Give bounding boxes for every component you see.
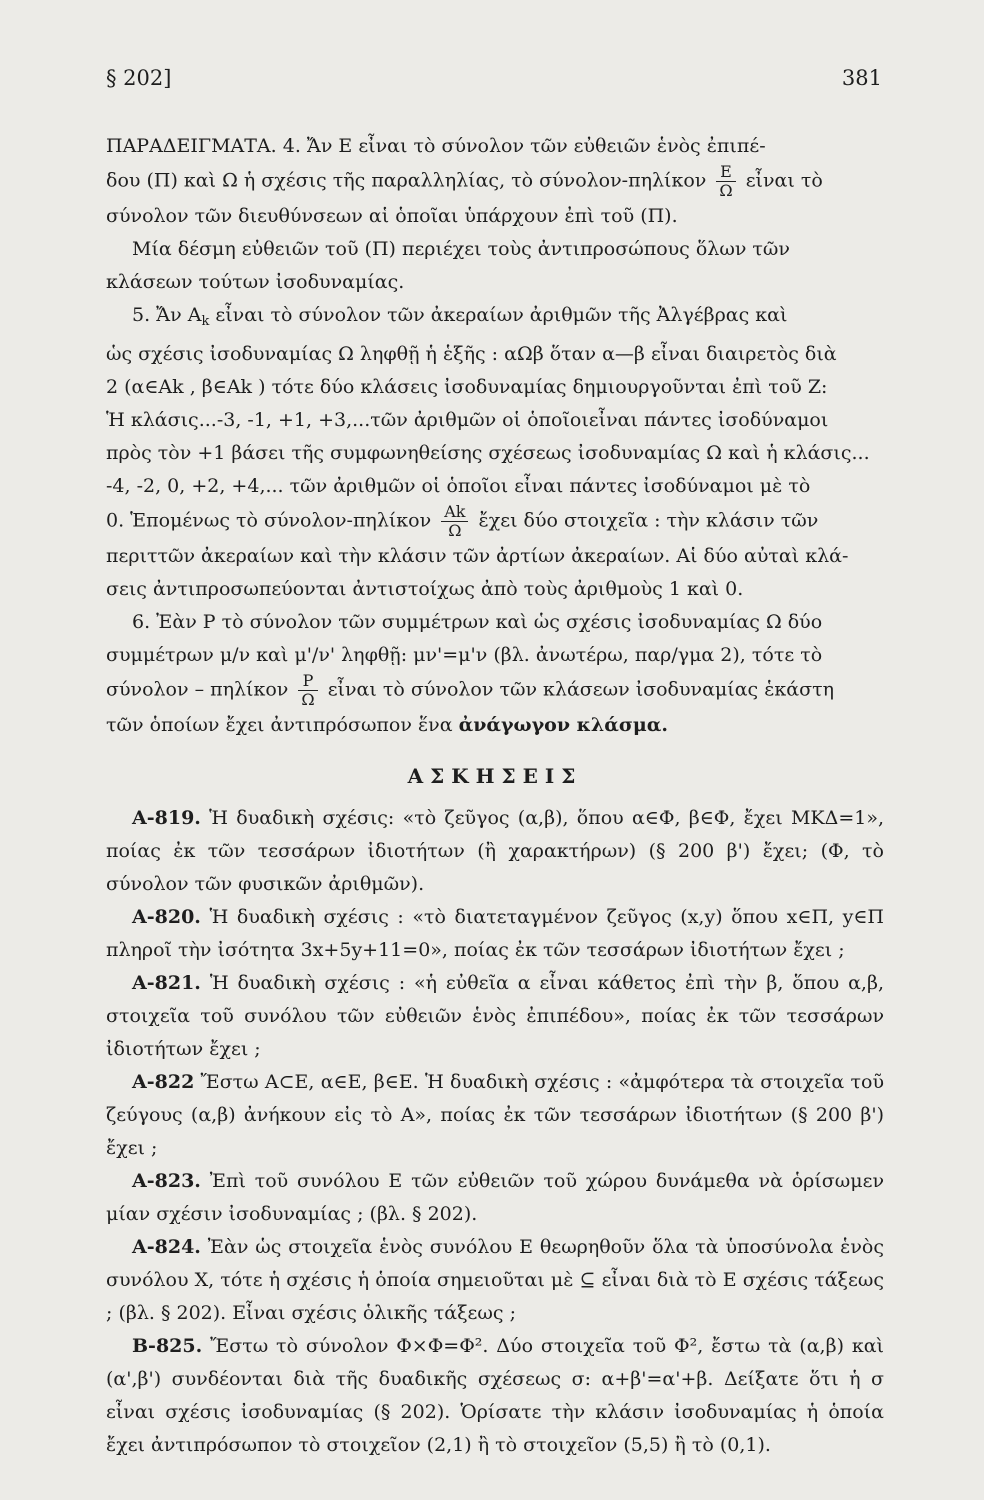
- fraction-e-over-omega: [716, 163, 735, 200]
- emphasized-term: ἀνάγωγον κλάσμα.: [458, 714, 668, 736]
- fraction-numerator: Αk: [441, 503, 468, 522]
- example-4-line: κλάσεων τούτων ἰσοδυναμίας.: [106, 271, 405, 293]
- exercise-item: [106, 901, 884, 967]
- example-6-text: σύνολον – πηλίκον: [106, 678, 289, 701]
- exercise-item: [106, 802, 884, 901]
- fraction-numerator: Ρ: [298, 672, 317, 691]
- section-reference: § 202]: [106, 66, 172, 90]
- exercises-heading: ΑΣΚΗΣΕΙΣ: [407, 764, 583, 788]
- example-4-line: Μία δέσμη εὐθειῶν τοῦ (Π) περιέχει τοὺς ἀντιπροσώπους ὅλων τῶν: [132, 238, 790, 260]
- fraction-denominator: Ω: [448, 521, 462, 540]
- exercise-id: Α-819.: [132, 807, 201, 829]
- example-5: [106, 299, 884, 606]
- exercise-item: [106, 1231, 884, 1330]
- example-5-line: -4, -2, 0, +2, +4,... τῶν ἀριθμῶν οἱ ὁποῖοι εἶναι πάντες ἰσοδύναμοι μὲ τὸ: [106, 475, 811, 497]
- exercise-item: [106, 967, 884, 1066]
- exercise-text: Ἡ δυαδικὴ σχέσις : «τὸ διατεταγμένον ζεῦγος (x,y) ὅπου x∈Π, y∈Π πληροῖ τὴν ἰσότητα 3x+5y+11=0», ποίας ἐκ τῶν τεσσάρων ἰδιοτήτων ἔχει ;: [106, 906, 884, 961]
- example-5-line: Ἡ κλάσις...-3, -1, +1, +3,...τῶν ἀριθμῶν οἱ ὁποῖοιεἶναι πάντες ἰσοδύναμοι: [106, 409, 829, 431]
- example-6-text: τῶν ὁποίων ἔχει ἀντιπρόσωπον ἕνα: [106, 714, 453, 736]
- page-number: 381: [841, 66, 882, 90]
- example-6-line: 6. Ἐὰν Ρ τὸ σύνολον τῶν συμμέτρων καὶ ὡς σχέσις ἰσοδυναμίας Ω δύο: [132, 611, 823, 633]
- example-6-text: εἶναι τὸ σύνολον τῶν κλάσεων ἰσοδυναμίας ἑκάστη: [327, 678, 834, 701]
- example-4-line: σύνολον τῶν διευθύνσεων αἱ ὁποῖαι ὑπάρχουν ἐπὶ τοῦ (Π).: [106, 205, 678, 227]
- exercise-text: Ἔστω τὸ σύνολον Φ×Φ=Φ². Δύο στοιχεῖα τοῦ Φ², ἔστω τὰ (α,β) καὶ (α',β') συνδέονται διὰ τῆς δυαδικῆς σχέσεως σ: α+β'=α'+β. Δείξατε ὅτι ἡ σ εἶναι σχέσις ἰσοδυναμίας (§ 202). Ὁρίσατε τὴν κλάσιν ἰσοδυναμίας ἡ ὁποία ἔχει ἀντιπρόσωπον τὸ στοιχεῖον (2,1) ἢ τὸ στοιχεῖον (5,5) ἢ τὸ (0,1).: [106, 1335, 884, 1456]
- exercise-text: Ἡ δυαδικὴ σχέσις : «ἡ εὐθεῖα α εἶναι κάθετος ἐπὶ τὴν β, ὅπου α,β, στοιχεῖα τοῦ συνόλου τῶν εὐθειῶν ἑνὸς ἐπιπέδου», ποίας ἐκ τῶν τεσσάρων ἰδιοτήτων ἔχει ;: [106, 972, 884, 1060]
- example-4-text: δου (Π) καὶ Ω ἡ σχέσις τῆς παραλληλίας, τὸ σύνολον-πηλίκον: [106, 169, 707, 192]
- example-5-line: ὡς σχέσις ἰσοδυναμίας Ω ληφθῇ ἡ ἑξῆς : αΩβ ὅταν α—β εἶναι διαιρετὸς διὰ: [106, 343, 837, 365]
- exercise-id: Α-823.: [132, 1170, 201, 1192]
- exercise-id: Α-822: [132, 1071, 195, 1093]
- fraction-denominator: Ω: [719, 181, 733, 200]
- example-5-text: εἶναι τὸ σύνολον τῶν ἀκεραίων ἀριθμῶν τῆς Ἀλγέβρας καὶ: [215, 304, 788, 326]
- example-6-line: συμμέτρων μ/ν καὶ μ'/ν' ληφθῇ: μν'=μ'ν (βλ. ἀνωτέρω, παρ/γμα 2), τότε τὸ: [106, 644, 823, 666]
- exercise-item: [106, 1066, 884, 1165]
- subscript-k: k: [201, 314, 210, 329]
- exercise-id: Α-821.: [132, 972, 201, 994]
- example-6-line: [106, 709, 884, 742]
- example-4-line: ΠΑΡΑΔΕΙΓΜΑΤΑ. 4. Ἄν Ε εἶναι τὸ σύνολον τῶν εὐθειῶν ἑνὸς ἐπιπέ-: [106, 135, 766, 157]
- page-header: [106, 66, 884, 106]
- fraction-ak-over-omega: [441, 503, 468, 540]
- example-5-text: 0. Ἑπομένως τὸ σύνολον-πηλίκον: [106, 509, 432, 532]
- example-6-line: [106, 672, 884, 709]
- example-4-text: εἶναι τὸ: [745, 169, 823, 192]
- exercise-text: Ἐπὶ τοῦ συνόλου Ε τῶν εὐθειῶν τοῦ χώρου δυνάμεθα νὰ ὁρίσωμεν μίαν σχέσιν ἰσοδυναμίας ; (βλ. § 202).: [106, 1170, 884, 1225]
- example-5-line: περιττῶν ἀκεραίων καὶ τὴν κλάσιν τῶν ἀρτίων ἀκεραίων. Αἱ δύο αὐταὶ κλά-: [106, 545, 849, 567]
- example-5-text: 5. Ἄν Α: [132, 304, 202, 326]
- example-5-line: σεις ἀντιπροσωπεύονται ἀντιστοίχως ἀπὸ τοὺς ἀριθμοὺς 1 καὶ 0.: [106, 578, 744, 600]
- exercise-text: Ἡ δυαδικὴ σχέσις: «τὸ ζεῦγος (α,β), ὅπου α∈Φ, β∈Φ, ἔχει ΜΚΔ=1», ποίας ἐκ τῶν τεσσάρων ἰδιοτήτων (ἢ χαρακτήρων) (§ 200 β') ἔχει; (Φ, τὸ σύνολον τῶν φυσικῶν ἀριθμῶν).: [106, 807, 884, 895]
- example-4-line: [106, 163, 884, 200]
- exercise-id: Α-824.: [132, 1236, 201, 1258]
- example-5-line: [106, 503, 884, 540]
- example-5-line: [106, 299, 884, 338]
- fraction-p-over-omega: [298, 672, 317, 709]
- example-5-line: 2 (α∈Αk , β∈Αk ) τότε δύο κλάσεις ἰσοδυναμίας δημιουργοῦνται ἐπὶ τοῦ Ζ:: [106, 376, 828, 398]
- example-5-text: ἔχει δύο στοιχεῖα : τὴν κλάσιν τῶν: [478, 509, 819, 532]
- exercise-text: Ἔστω Α⊂Ε, α∈Ε, β∈Ε. Ἡ δυαδικὴ σχέσις : «ἀμφότερα τὰ στοιχεῖα τοῦ ζεύγους (α,β) ἀνήκουν εἰς τὸ Α», ποίας ἐκ τῶν τεσσάρων ἰδιοτήτων (§ 200 β') ἔχει ;: [106, 1071, 884, 1159]
- example-5-line: πρὸς τὸν +1 βάσει τῆς συμφωνηθείσης σχέσεως ἰσοδυναμίας Ω καὶ ἡ κλάσις...: [106, 442, 870, 464]
- exercise-id: Α-820.: [132, 906, 201, 928]
- example-4: [106, 130, 884, 299]
- exercise-text: Ἐὰν ὡς στοιχεῖα ἑνὸς συνόλου Ε θεωρηθοῦν ὅλα τὰ ὑποσύνολα ἑνὸς συνόλου Χ, τότε ἡ σχέσις ἡ ὁποία σημειοῦται μὲ ⊆ εἶναι διὰ τὸ Ε σχέσις τάξεως ; (βλ. § 202). Εἶναι σχέσις ὁλικῆς τάξεως ;: [106, 1236, 884, 1324]
- exercise-item: [106, 1165, 884, 1231]
- exercise-id: Β-825.: [132, 1335, 203, 1357]
- exercises-list: [106, 802, 884, 1462]
- exercise-item: [106, 1330, 884, 1462]
- examples-block: [106, 130, 884, 742]
- fraction-numerator: Ε: [716, 163, 735, 182]
- example-6: [106, 606, 884, 742]
- fraction-denominator: Ω: [301, 690, 315, 709]
